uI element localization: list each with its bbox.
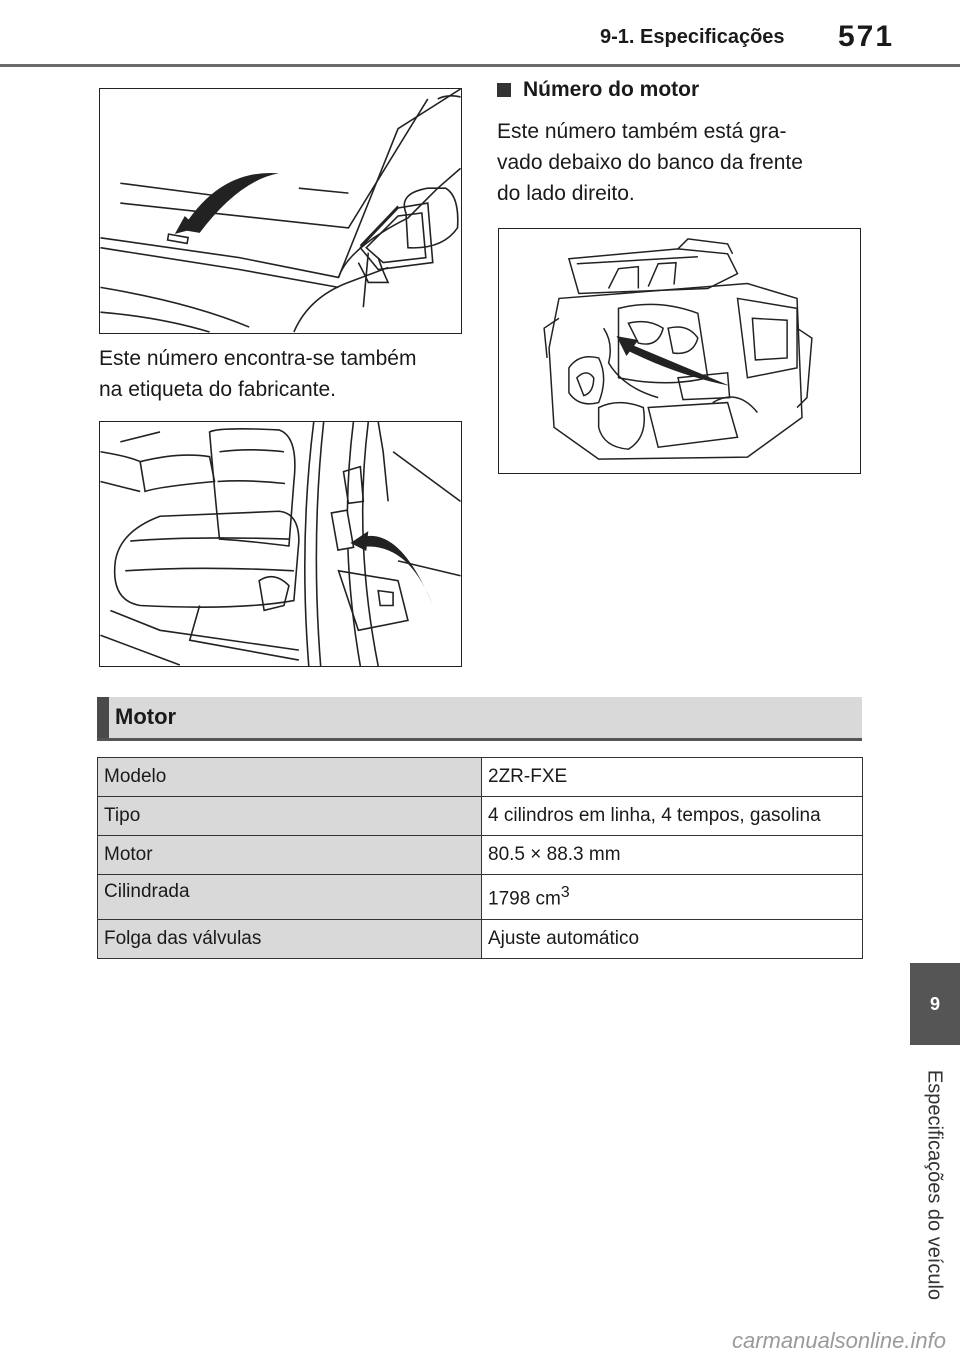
door-pillar-figure (99, 421, 462, 667)
spec-value: 4 cilindros em linha, 4 tempos, gasolina (482, 797, 863, 836)
door-pillar-label-illustration-icon (100, 422, 461, 666)
section-header: 9-1. Especificações (600, 26, 785, 48)
spec-key: Cilindrada (98, 875, 482, 920)
watermark: carmanualsonline.info (731, 1328, 946, 1353)
left-caption (99, 343, 416, 405)
motor-section-title: Motor (115, 704, 177, 729)
engine-text-line-1: Este número também está gra- (497, 120, 787, 143)
table-row (98, 875, 863, 920)
engine-number-text (497, 116, 803, 209)
chapter-label-text: Especificações do veículo (923, 1069, 946, 1301)
table-row (98, 758, 863, 797)
left-caption-line-1: Este número encontra-se também (99, 347, 417, 370)
spec-key: Motor (98, 836, 482, 875)
spec-value-superscript: 3 (560, 883, 570, 901)
spec-key: Folga das válvulas (98, 920, 482, 959)
chapter-label (914, 1055, 954, 1315)
engine-text-line-3: do lado direito. (497, 182, 635, 205)
table-row (98, 920, 863, 959)
spec-value: 2ZR-FXE (482, 758, 863, 797)
engine-figure (498, 228, 861, 474)
windshield-vin-figure (99, 88, 462, 334)
windshield-vin-plate-illustration-icon (100, 89, 461, 333)
page-number: 571 (838, 20, 895, 53)
spec-value: 1798 cm (488, 888, 561, 910)
spec-key: Tipo (98, 797, 482, 836)
table-row (98, 797, 863, 836)
engine-spec-table (97, 757, 863, 959)
spec-key: Modelo (98, 758, 482, 797)
motor-section-header (97, 697, 862, 741)
table-row (98, 836, 863, 875)
left-caption-line-2: na etiqueta do fabricante. (99, 378, 337, 401)
square-bullet-icon (497, 83, 511, 97)
chapter-tab: 9 (910, 963, 960, 1045)
spec-value: Ajuste automático (482, 920, 863, 959)
section-accent (97, 697, 109, 738)
engine-text-line-2: vado debaixo do banco da frente (497, 151, 803, 174)
spec-value-cell (482, 875, 863, 920)
engine-number-illustration-icon (499, 229, 860, 473)
engine-number-heading (497, 78, 699, 102)
engine-number-heading-text: Número do motor (523, 78, 700, 101)
spec-value: 80.5 × 88.3 mm (482, 836, 863, 875)
header-divider (0, 64, 960, 67)
